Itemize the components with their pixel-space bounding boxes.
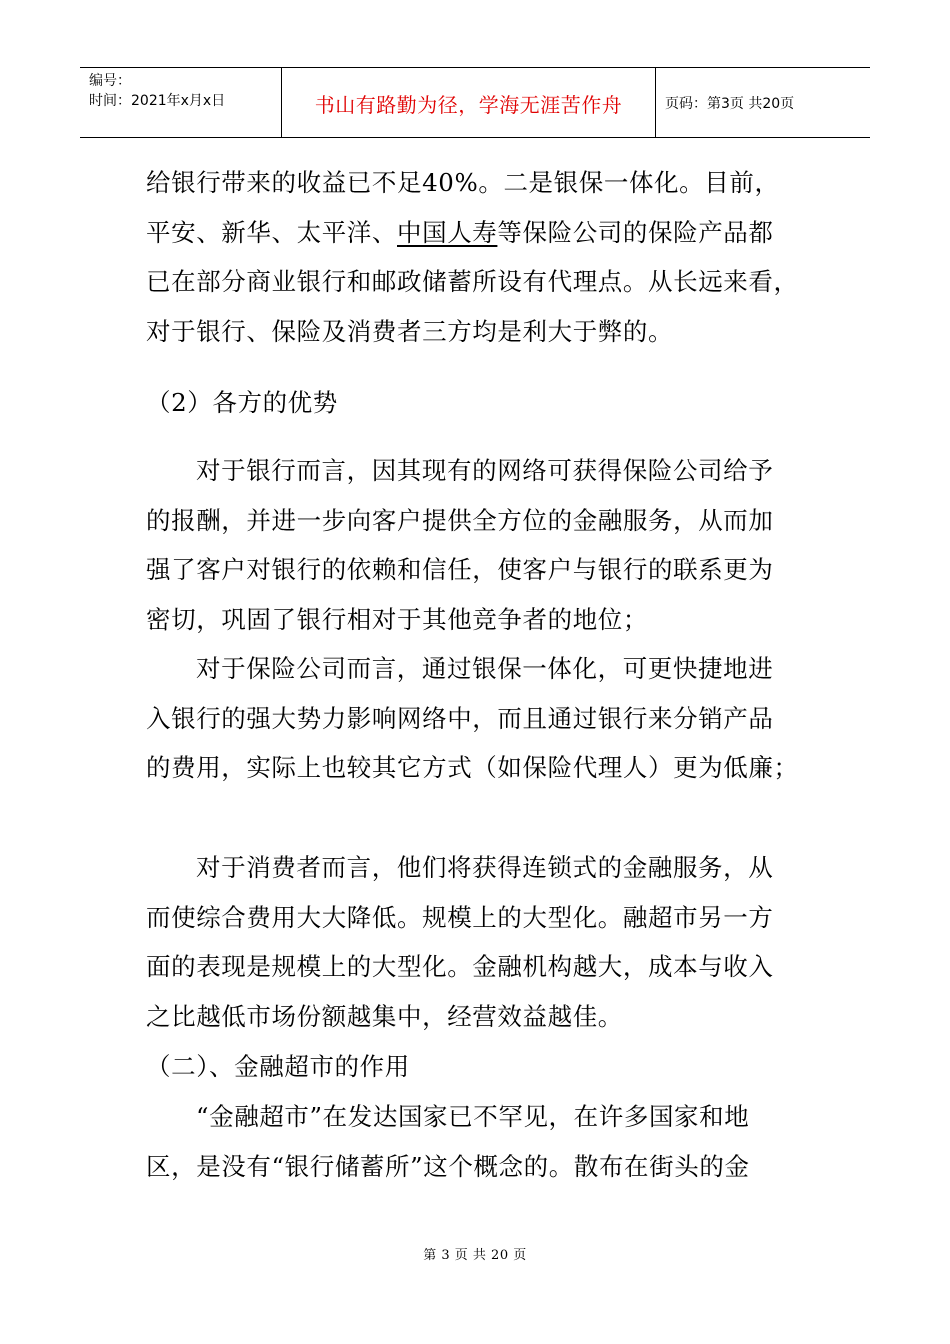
header-motto-cell xyxy=(282,68,656,137)
document-time-label: 时间：2021年x月x日 xyxy=(89,93,226,109)
text-segment: 平安、新华、太平洋、 xyxy=(146,217,397,247)
header-page-info: 页码：第3页 共20页 xyxy=(665,95,795,112)
page-footer: 第 3 页 共 20 页 xyxy=(423,1248,527,1263)
text-line: 对于消费者而言，他们将获得连锁式的金融服务，从 xyxy=(196,853,774,882)
text-line: 对于银行而言，因其现有的网络可获得保险公司给予 xyxy=(196,456,774,485)
paragraph-financial-supermarket xyxy=(146,1092,826,1191)
document-number-label: 编号： xyxy=(89,73,131,89)
paragraph-consumer xyxy=(146,843,826,1041)
text-line: 入银行的强大势力影响网络中，而且通过银行来分销产品 xyxy=(146,703,774,733)
text-line: 之比越低市场份额越集中，经营效益越佳。 xyxy=(146,1001,623,1031)
header-info-cell xyxy=(80,68,282,137)
paragraph-insurer xyxy=(146,644,826,793)
text-line: 区，是没有“银行储蓄所”这个概念的。散布在街头的金 xyxy=(146,1151,750,1181)
paragraph-bank xyxy=(146,446,826,644)
text-line: 强了客户对银行的依赖和信任，使客户与银行的联系更为 xyxy=(146,555,774,584)
text-line: 面的表现是规模上的大型化。金融机构越大，成本与收入 xyxy=(146,952,774,981)
section-heading xyxy=(146,378,826,428)
linked-term[interactable]: 中国人寿 xyxy=(397,217,498,247)
text-line xyxy=(146,208,826,258)
text-line: 给银行带来的收益已不足40%。二是银保一体化。目前， xyxy=(146,168,780,197)
text-line: 已在部分商业银行和邮政储蓄所设有代理点。从长远来看， xyxy=(146,267,799,296)
text-line: 对于保险公司而言，通过银保一体化，可更快捷地进 xyxy=(196,654,774,683)
text-line: 而使综合费用大大降低。规模上的大型化。融超市另一方 xyxy=(146,902,774,932)
heading-text: （二）、金融超市的作用 xyxy=(146,1052,410,1081)
text-line: “金融超市”在发达国家已不罕见，在许多国家和地 xyxy=(196,1102,750,1131)
section-heading xyxy=(146,1042,826,1092)
paragraph-continuation xyxy=(146,158,826,356)
text-line: 密切，巩固了银行相对于其他竞争者的地位； xyxy=(146,604,648,634)
text-line: 对于银行、保险及消费者三方均是利大于弊的。 xyxy=(146,316,674,346)
text-line: 的费用，实际上也较其它方式（如保险代理人）更为低廉； xyxy=(146,753,799,782)
heading-text: （2）各方的优势 xyxy=(146,388,338,417)
text-line: 的报酬，并进一步向客户提供全方位的金融服务，从而加 xyxy=(146,505,774,535)
header-page-cell xyxy=(656,68,870,137)
header-motto: 书山有路勤为径，学海无涯苦作舟 xyxy=(314,92,623,117)
text-segment: 等保险公司的保险产品都 xyxy=(497,217,774,247)
page-header xyxy=(80,67,870,138)
